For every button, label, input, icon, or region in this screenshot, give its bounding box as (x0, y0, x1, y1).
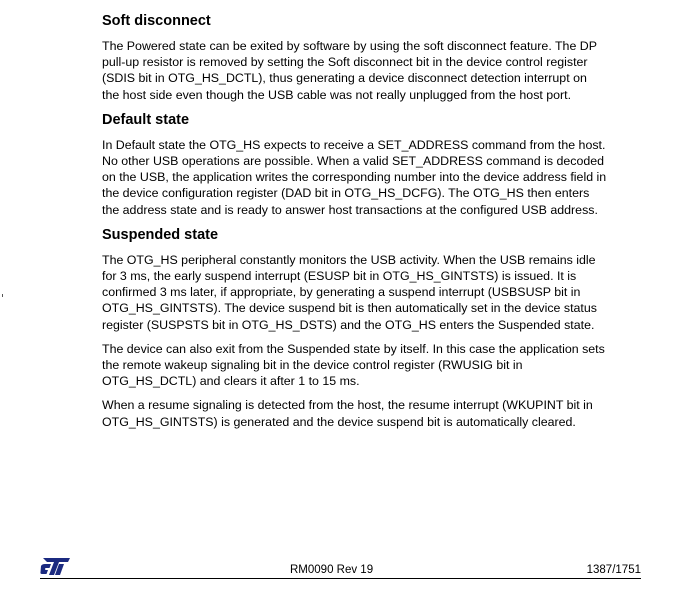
st-logo-text (40, 556, 72, 576)
text-line: No other USB operations are possible. When a valid SET_ADDRESS command is decoded (102, 154, 605, 169)
body-paragraph (102, 341, 647, 390)
body-paragraph (102, 38, 647, 103)
body-paragraph (102, 137, 647, 218)
text-line: The device can also exit from the Suspended state by itself. In this case the application sets (102, 341, 605, 356)
text-line: The OTG_HS peripheral constantly monitors the USB activity. When the USB remains idle (102, 252, 596, 267)
page-number: 1387/1751 (586, 564, 641, 576)
text-line: the remote wakeup signaling bit in the device control register (RWUSIG bit in (102, 358, 523, 373)
text-line: In Default state the OTG_HS expects to receive a SET_ADDRESS command from the host. (102, 137, 606, 152)
text-line: OTG_HS_GINTSTS) is generated and the device suspend bit is automatically cleared. (102, 414, 576, 429)
text-line: The Powered state can be exited by software by using the soft disconnect feature. The DP (102, 39, 597, 53)
margin-mark (2, 294, 3, 297)
text-line: OTG_HS_DCTL) and clears it after 1 to 15 ms. (102, 374, 360, 389)
st-logo (40, 556, 72, 576)
page-footer (40, 556, 641, 586)
section-heading: Default state (102, 111, 190, 128)
page-content (102, 12, 647, 438)
footer-divider (40, 578, 641, 579)
section-heading: Suspended state (102, 226, 219, 243)
text-line: the device configuration register (DAD bit in OTG_HS_DCFG). The OTG_HS then enters (102, 186, 590, 201)
text-line: the host side even though the USB cable was not really unplugged from the host port. (102, 87, 572, 102)
text-line: the address state and is ready to answer host transactions at the configured USB address. (102, 202, 598, 217)
text-line: register (SUSPSTS bit in OTG_HS_DSTS) and the OTG_HS enters the Suspended state. (102, 317, 595, 332)
body-paragraph (102, 252, 647, 333)
body-paragraph (102, 397, 647, 429)
text-line: pull-up resistor is removed by setting the Soft disconnect bit in the device control register (102, 55, 588, 70)
text-line: OTG_HS_GINTSTS). The device suspend bit is then automatically set in the device status (102, 301, 597, 316)
document-id: RM0090 Rev 19 (290, 564, 374, 576)
section-heading: Soft disconnect (102, 13, 211, 29)
text-line: on the USB, the application writes the corresponding number into the device address field in (102, 170, 607, 185)
text-line: confirmed 3 ms later, if appropriate, by generating a suspend interrupt (USBSUSP bit in (102, 285, 581, 300)
text-line: (SDIS bit in OTG_HS_DCTL), thus generating a device disconnect detection interrupt on (102, 71, 587, 86)
text-line: When a resume signaling is detected from the host, the resume interrupt (WKUPINT bit in (102, 398, 593, 413)
text-line: for 3 ms, the early suspend interrupt (ESUSP bit in OTG_HS_GINTSTS) is issued. It is (102, 269, 577, 284)
